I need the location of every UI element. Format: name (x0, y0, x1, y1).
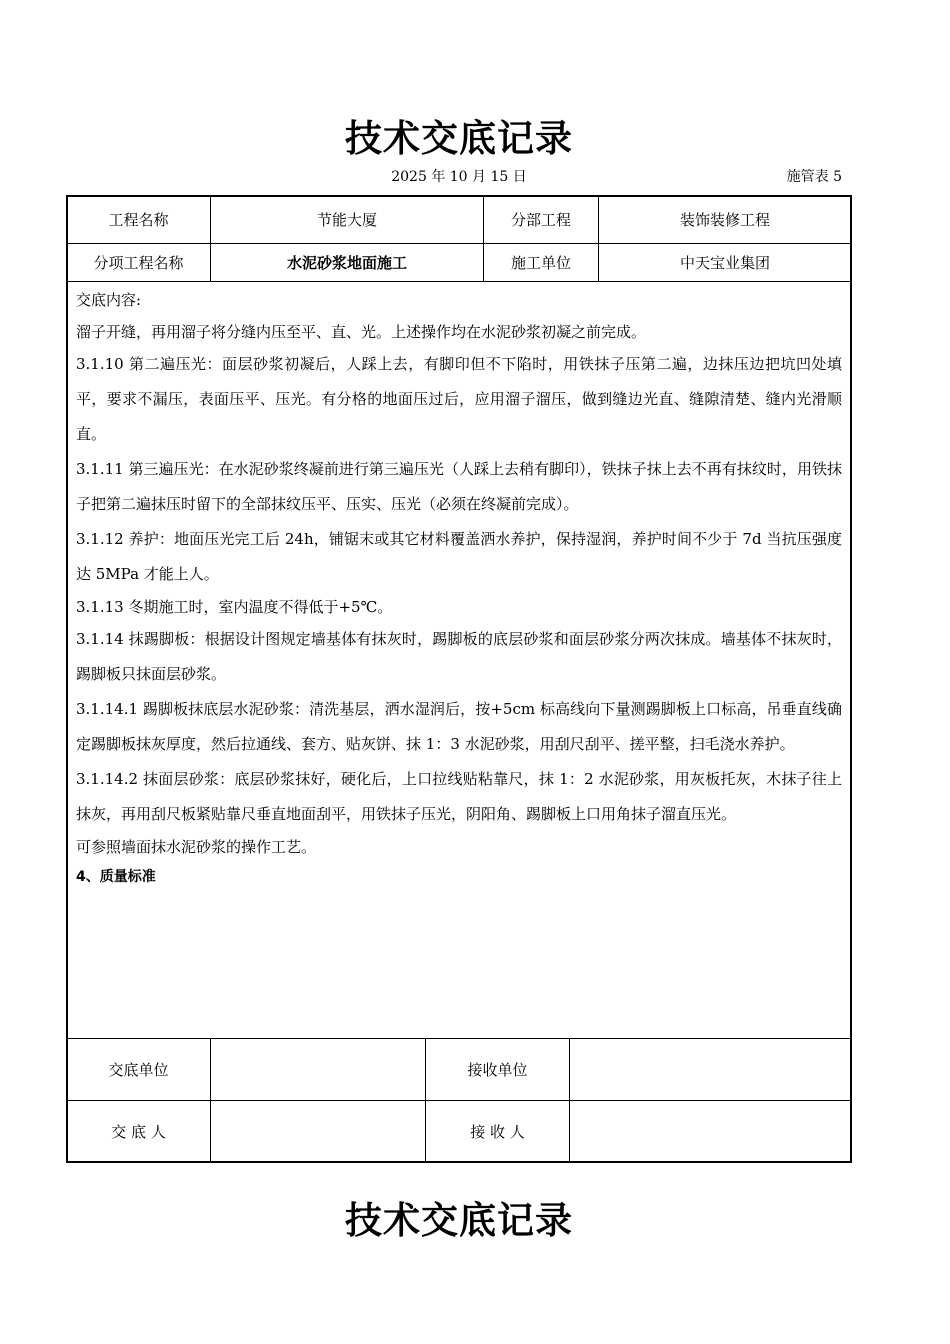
subitem-label: 分项工程名称 (93, 254, 184, 272)
handover-person-label: 交 底 人 (111, 1123, 166, 1141)
subitem-value: 水泥砂浆地面施工 (286, 254, 407, 272)
content-paragraph: 3.1.14.1 踢脚板抹底层水泥砂浆：清洗基层，洒水湿润后，按+5cm 标高线向下量测踢脚板上口标高，吊垂直线确定踢脚板抹灰厚度，然后拉通线、套方、贴灰饼、抹 1：3 水泥砂浆，用刮尺刮平、搓平整，扫毛浇水养护。 (76, 700, 842, 753)
contractor-label: 施工单位 (510, 254, 571, 272)
document-title: 技术交底记录 (345, 117, 573, 160)
content-paragraph: 3.1.12 养护：地面压光完工后 24h，铺锯末或其它材料覆盖洒水养护，保持湿润，养护时间不少于 7d 当抗压强度达 5MPa 才能上人。 (76, 530, 842, 583)
content-paragraph: 3.1.14 抹踢脚板：根据设计图规定墙基体有抹灰时，踢脚板的底层砂浆和面层砂浆分两次抹成。墙基体不抹灰时，踢脚板只抹面层砂浆。 (76, 630, 842, 683)
receiver-person-label: 接 收 人 (470, 1123, 525, 1141)
receiver-unit-value (570, 1039, 851, 1100)
content-paragraph: 3.1.11 第三遍压光：在水泥砂浆终凝前进行第三遍压光（人踩上去稍有脚印），铁抹子抹上去不再有抹纹时，用铁抹子把第二遍抹压时留下的全部抹纹压平、压实、压光（必须在终凝前完成）。 (76, 460, 842, 513)
handover-unit-value (211, 1039, 425, 1100)
handover-content (76, 288, 842, 892)
content-paragraph: 可参照墙面抹水泥砂浆的操作工艺。 (76, 838, 317, 856)
content-paragraph: 3.1.13 冬期施工时，室内温度不得低于+5℃。 (76, 598, 393, 616)
content-paragraph: 3.1.14.2 抹面层砂浆：底层砂浆抹好，硬化后，上口拉线贴粘靠尺，抹 1：2 水泥砂浆，用灰板托灰，木抹子往上抹灰，再用刮尺板紧贴靠尺垂直地面刮平，用铁抹子压光，阴阳角、踢脚板上口用角抹子溜直压光。 (76, 770, 842, 823)
contractor-value: 中天宝业集团 (679, 254, 770, 272)
next-page-title: 技术交底记录 (345, 1199, 573, 1242)
content-paragraph: 3.1.10 第二遍压光：面层砂浆初凝后，人踩上去，有脚印但不下陷时，用铁抹子压第二遍，边抹压边把坑凹处填平，要求不漏压，表面压平、压光。有分格的地面压过后，应用溜子溜压，做到缝边光直、缝隙清楚、缝内光滑顺直。 (76, 355, 842, 443)
project-name-value: 节能大厦 (316, 211, 377, 229)
content-paragraph: 溜子开缝，再用溜子将分缝内压至平、直、光。上述操作均在水泥砂浆初凝之前完成。 (76, 323, 647, 341)
division-value: 装饰装修工程 (679, 211, 770, 229)
handover-person-value (211, 1101, 425, 1162)
project-name-label: 工程名称 (108, 211, 169, 229)
handover-unit-label: 交底单位 (108, 1061, 169, 1079)
document-date: 2025 年 10 月 15 日 (391, 169, 527, 185)
form-number: 施管表 5 (786, 169, 842, 185)
section-heading: 4、质量标准 (76, 869, 156, 885)
row-divider (67, 281, 851, 282)
content-heading: 交底内容: (76, 291, 142, 309)
receiver-unit-label: 接收单位 (467, 1061, 528, 1079)
division-label: 分部工程 (510, 211, 571, 229)
receiver-person-value (570, 1101, 851, 1162)
